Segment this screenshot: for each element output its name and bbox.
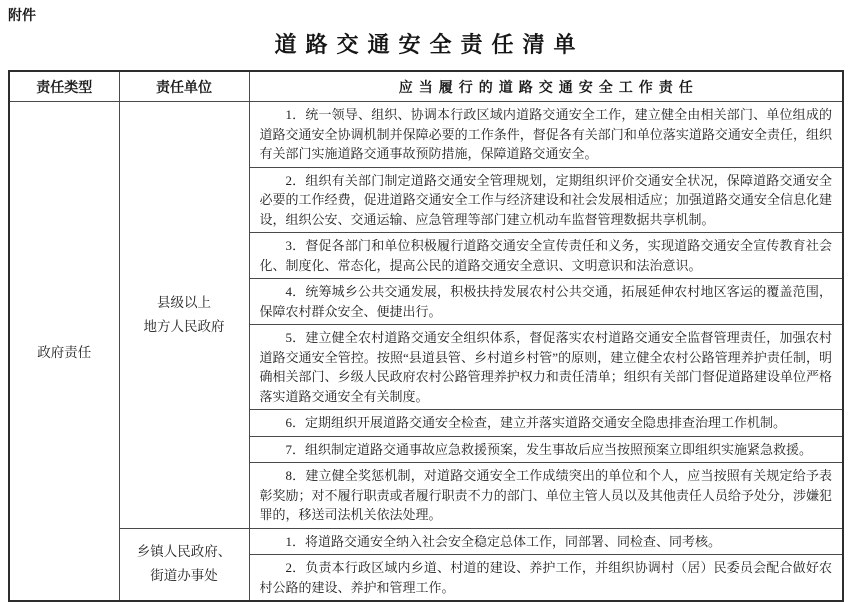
unit-name-line: 县级以上 <box>157 294 211 310</box>
duty-text: 1．将道路交通安全纳入社会安全稳定总体工作，同部署、同检查、同考核。 <box>285 533 722 549</box>
duty-text: 1．统一领导、组织、协调本行政区域内道路交通安全工作，建立健全由相关部门、单位组成的道路交通安全协调机制并保障必要的工作条件，督促各有关部门和单位落实道路交通安全责任，组织有关部门实施道路交通事故预防措施，保障道路交通安全。 <box>259 107 832 161</box>
duty-cell-1 <box>249 102 843 168</box>
duty-cell-8 <box>249 463 843 529</box>
duty-cell-5 <box>249 325 843 410</box>
duty-cell-township-2 <box>249 555 843 602</box>
cell-government-responsibility: 政府责任 <box>9 102 119 602</box>
duty-cell-4 <box>249 279 843 325</box>
responsibility-table <box>8 70 844 602</box>
header-duties: 应当履行的道路交通安全工作责任 <box>249 71 843 102</box>
cell-unit-township-government <box>119 528 249 601</box>
attachment-label: 附件 <box>8 7 36 23</box>
duty-cell-2 <box>249 167 843 233</box>
duty-cell-township-1 <box>249 528 843 555</box>
table-row <box>9 102 843 168</box>
table-row <box>9 528 843 555</box>
duty-text: 6．定期组织开展道路交通安全检查，建立并落实道路交通安全隐患排查治理工作机制。 <box>285 415 787 430</box>
cell-unit-county-level-government <box>119 102 249 529</box>
duty-text: 2．负责本行政区域内乡道、村道的建设、养护工作，并组织协调村（居）民委员会配合做好农村公路的建设、养护和管理工作。 <box>259 560 832 595</box>
unit-name-line: 乡镇人民政府、 <box>136 544 232 560</box>
duty-text: 5．建立健全农村道路交通安全组织体系，督促落实农村道路交通安全监督管理责任，加强农村道路交通安全管控。按照“县道县管、乡村道乡村管”的原则，建立健全农村公路管理养护责任制，明确相关部门、乡级人民政府农村公路管理养护权力和责任清单；组织有关部门督促道路建设单位严格落实道路交通安全有关制度。 <box>259 330 832 404</box>
header-responsible-unit: 责任单位 <box>119 71 249 102</box>
duty-text: 7．组织制定道路交通事故应急救援预案，发生事故后应当按照预案立即组织实施紧急救援。 <box>285 441 813 457</box>
duty-cell-7 <box>249 436 843 463</box>
header-responsibility-type: 责任类型 <box>9 71 119 102</box>
duty-text: 3．督促各部门和单位积极履行道路交通安全宣传责任和义务，实现道路交通安全宣传教育社会化、制度化、常态化，提高公民的道路交通安全意识、文明意识和法治意识。 <box>259 238 832 273</box>
duty-cell-6 <box>249 410 843 437</box>
duty-text: 2．组织有关部门制定道路交通安全管理规划，定期组织评价交通安全状况，保障道路交通安全必要的工作经费，促进道路交通安全工作与经济建设和社会发展相适应；加强道路交通安全信息化建设，组织公安、交通运输、应急管理等部门建立机动车监督管理数据共享机制。 <box>259 172 832 227</box>
duty-text: 4．统筹城乡公共交通发展，积极扶持发展农村公共交通，拓展延伸农村地区客运的覆盖范围，保障农村群众安全、便捷出行。 <box>259 284 832 319</box>
duty-text: 8．建立健全奖惩机制，对道路交通安全工作成绩突出的单位和个人，应当按照有关规定给予表彰奖励；对不履行职责或者履行职责不力的部门、单位主管人员以及其他责任人员给予处分，涉嫌犯罪的，移送司法机关依法处理。 <box>259 468 832 522</box>
table-header-row <box>9 71 843 102</box>
unit-name-line: 街道办事处 <box>150 568 218 584</box>
document-title: 道路交通安全责任清单 <box>274 32 585 57</box>
duty-cell-3 <box>249 233 843 279</box>
unit-name-line: 地方人民政府 <box>143 318 225 334</box>
